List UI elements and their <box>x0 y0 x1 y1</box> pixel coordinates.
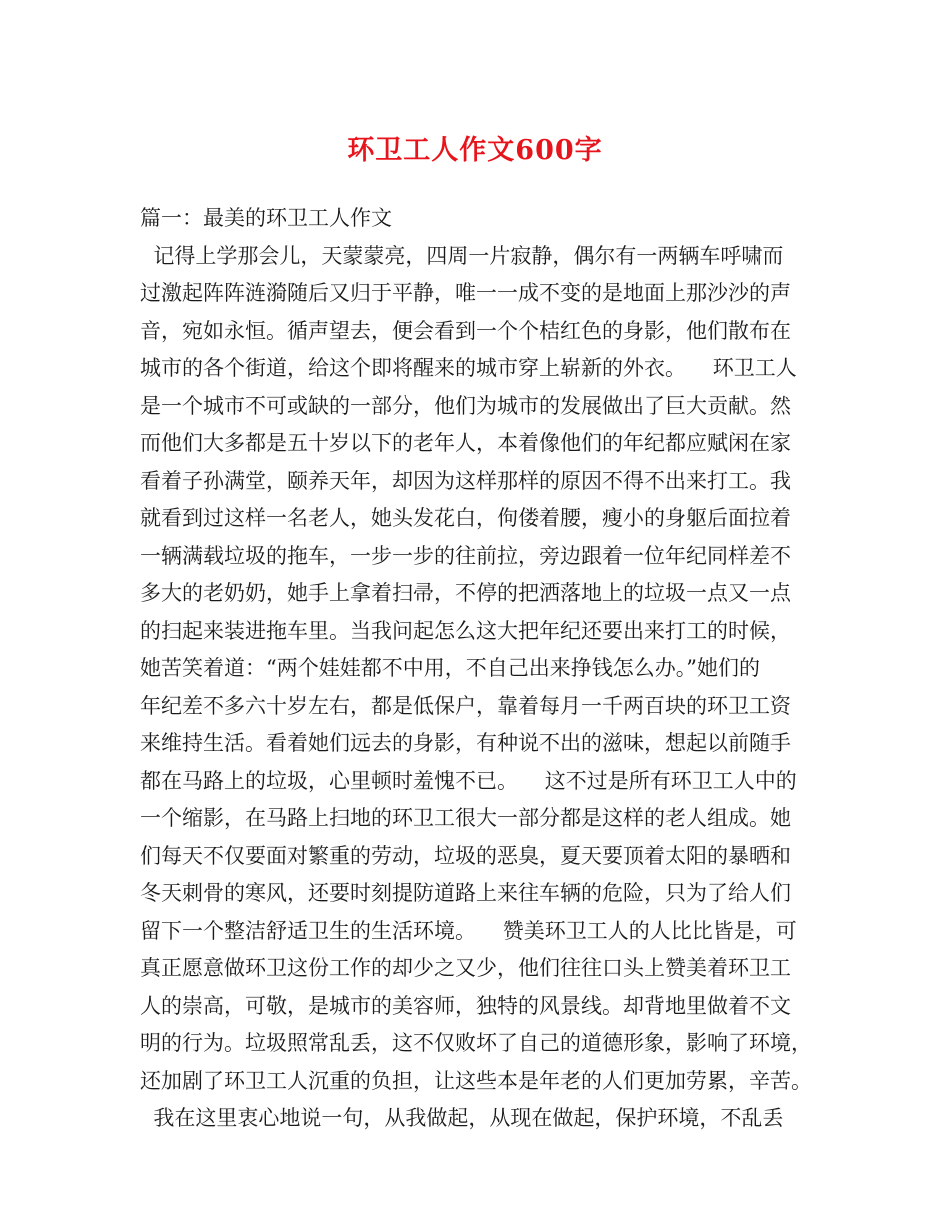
paragraph-line: 的扫起来装进拖车里。当我问起怎么这大把年纪还要出来打工的时候， <box>140 618 791 643</box>
paragraph-line: 看着子孙满堂，颐养天年，却因为这样那样的原因不得不出来打工。我 <box>140 468 791 493</box>
paragraph-line: 真正愿意做环卫这份工作的却少之又少，他们往往口头上赞美着环卫工 <box>140 956 791 980</box>
document-body <box>140 200 828 1138</box>
paragraph-line: 明的行为。垃圾照常乱丢，这不仅败坏了自己的道德形象，影响了环境， <box>140 1031 812 1055</box>
paragraph-line: 一个缩影，在马路上扫地的环卫工很大一部分都是这样的老人组成。她 <box>140 806 791 830</box>
paragraph-line: 音，宛如永恒。循声望去，便会看到一个个桔红色的身影，他们散布在 <box>140 318 791 343</box>
paragraph-line: 都在马路上的垃圾，心里顿时羞愧不已。 这不过是所有环卫工人中的 <box>140 768 797 793</box>
document-title: 环卫工人作文600字 <box>347 135 603 166</box>
paragraph-line: 而他们大多都是五十岁以下的老年人，本着像他们的年纪都应赋闲在家 <box>140 431 791 455</box>
paragraph-line: 记得上学那会儿，天蒙蒙亮，四周一片寂静，偶尔有一两辆车呼啸而 <box>140 243 784 268</box>
paragraph-line: 就看到过这样一名老人，她头发花白，佝偻着腰，瘦小的身躯后面拉着 <box>140 506 791 530</box>
section-heading: 篇一：最美的环卫工人作文 <box>140 206 392 230</box>
paragraph-line: 是一个城市不可或缺的一部分，他们为城市的发展做出了巨大贡献。然 <box>140 393 791 418</box>
paragraph-line: 多大的老奶奶，她手上拿着扫帚，不停的把洒落地上的垃圾一点又一点 <box>140 581 791 605</box>
paragraph-line: 我在这里衷心地说一句，从我做起，从现在做起，保护环境，不乱丢 <box>140 1106 784 1130</box>
paragraph-line: 城市的各个街道，给这个即将醒来的城市穿上崭新的外衣。 环卫工人 <box>140 356 797 380</box>
paragraph-line: 一辆满载垃圾的拖车，一步一步的往前拉，旁边跟着一位年纪同样差不 <box>140 543 791 568</box>
paragraph-line: 留下一个整洁舒适卫生的生活环境。 赞美环卫工人的人比比皆是，可 <box>140 918 797 943</box>
paragraph-line: 还加剧了环卫工人沉重的负担，让这些本是年老的人们更加劳累，辛苦。 <box>140 1068 812 1093</box>
paragraph-line: 冬天刺骨的寒风，还要时刻提防道路上来往车辆的危险，只为了给人们 <box>140 881 791 905</box>
paragraph-line: 人的崇高，可敬，是城市的美容师，独特的风景线。却背地里做着不文 <box>140 993 791 1018</box>
paragraph-line: 年纪差不多六十岁左右，都是低保户，靠着每月一千两百块的环卫工资 <box>140 693 791 718</box>
paragraph-line: 过激起阵阵涟漪随后又归于平静，唯一一成不变的是地面上那沙沙的声 <box>140 281 791 305</box>
paragraph-line: 们每天不仅要面对繁重的劳动，垃圾的恶臭，夏天要顶着太阳的暴晒和 <box>140 843 791 868</box>
paragraph-line: 来维持生活。看着她们远去的身影，有种说不出的滋味，想起以前随手 <box>140 731 791 755</box>
paragraph-line: 她苦笑着道：“两个娃娃都不中用，不自己出来挣钱怎么办。”她们的 <box>140 656 760 680</box>
